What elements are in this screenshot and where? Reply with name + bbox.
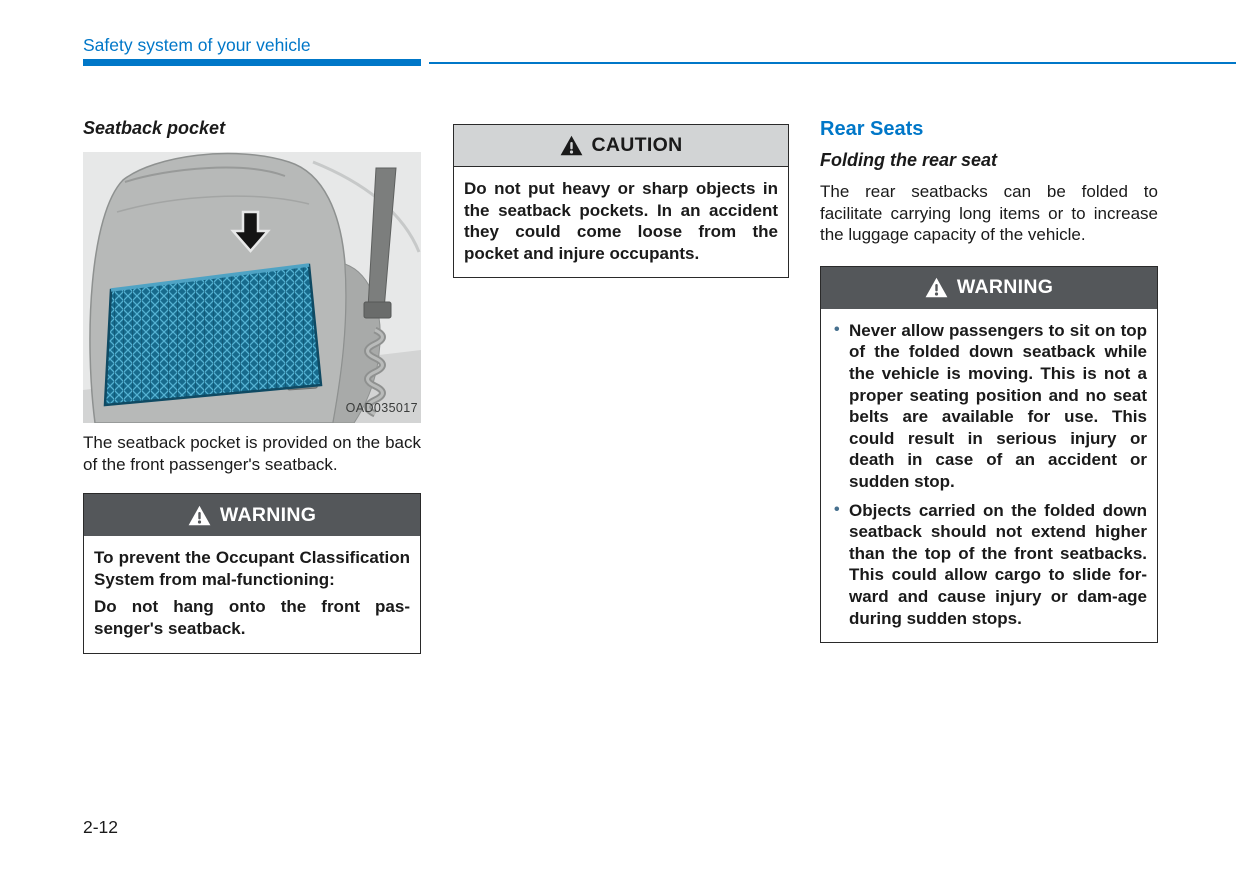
seatback-pocket-heading: Seatback pocket xyxy=(83,118,226,138)
warning-paragraph: Do not hang onto the front pas-senger's seatback. xyxy=(94,597,410,638)
warning-title-left: WARNING xyxy=(219,503,317,526)
caution-header xyxy=(454,125,788,167)
warning-title-right: WARNING xyxy=(956,276,1054,299)
figure-code: OAD035017 xyxy=(345,401,418,415)
warning-body-left xyxy=(84,536,420,652)
warning-paragraph: To prevent the Occupant Classification System from mal-functioning: xyxy=(94,548,410,589)
caution-body xyxy=(454,167,788,277)
section-title: Safety system of your vehicle xyxy=(83,35,311,55)
rear-seats-heading: Rear Seats xyxy=(820,118,924,140)
caution-icon xyxy=(560,135,583,156)
seatback-pocket-paragraph: The seatback pocket is provided on the back of the front passenger's seatback. xyxy=(83,433,421,474)
caution-paragraph: Do not put heavy or sharp objects in the seatback pockets. In an accident they could come loose from the pocket and injure occupants. xyxy=(464,179,778,263)
warning-header-left xyxy=(84,494,420,536)
warning-bullet: • Objects carried on the folded down seatback should not extend higher than the top of the front seatbacks. This could allow cargo to slide for-ward and cause injury or dam-age during sudden stops. xyxy=(831,500,1147,630)
warning-body-right xyxy=(821,309,1157,642)
warning-icon xyxy=(188,505,211,526)
warning-header-right xyxy=(821,267,1157,309)
page-number: 2-12 xyxy=(83,817,119,837)
header-rule-thin xyxy=(429,62,1236,64)
caution-box xyxy=(453,124,789,278)
header-rule-thick xyxy=(83,59,421,66)
warning-icon xyxy=(925,277,948,298)
left-column xyxy=(83,118,421,654)
seat-illustration xyxy=(83,152,421,423)
warning-box-left xyxy=(83,493,421,653)
right-column xyxy=(820,118,1158,643)
folding-rear-seat-heading: Folding the rear seat xyxy=(820,150,998,170)
caution-title: CAUTION xyxy=(591,134,683,156)
middle-column xyxy=(453,118,789,278)
warning-bullet-list xyxy=(831,320,1147,629)
seatback-pocket-figure xyxy=(83,152,421,423)
warning-bullet: • Never allow passengers to sit on top of the folded down seatback while the vehicle is moving. This is not a proper seating position and no seat belts are available for use. This could result in serious injury or death in case of an accident or sudden stop. xyxy=(831,320,1147,493)
warning-box-right xyxy=(820,266,1158,643)
rear-seats-paragraph: The rear seatbacks can be folded to facilitate carrying long items or to increase the luggage capacity of the vehicle. xyxy=(820,182,1158,245)
